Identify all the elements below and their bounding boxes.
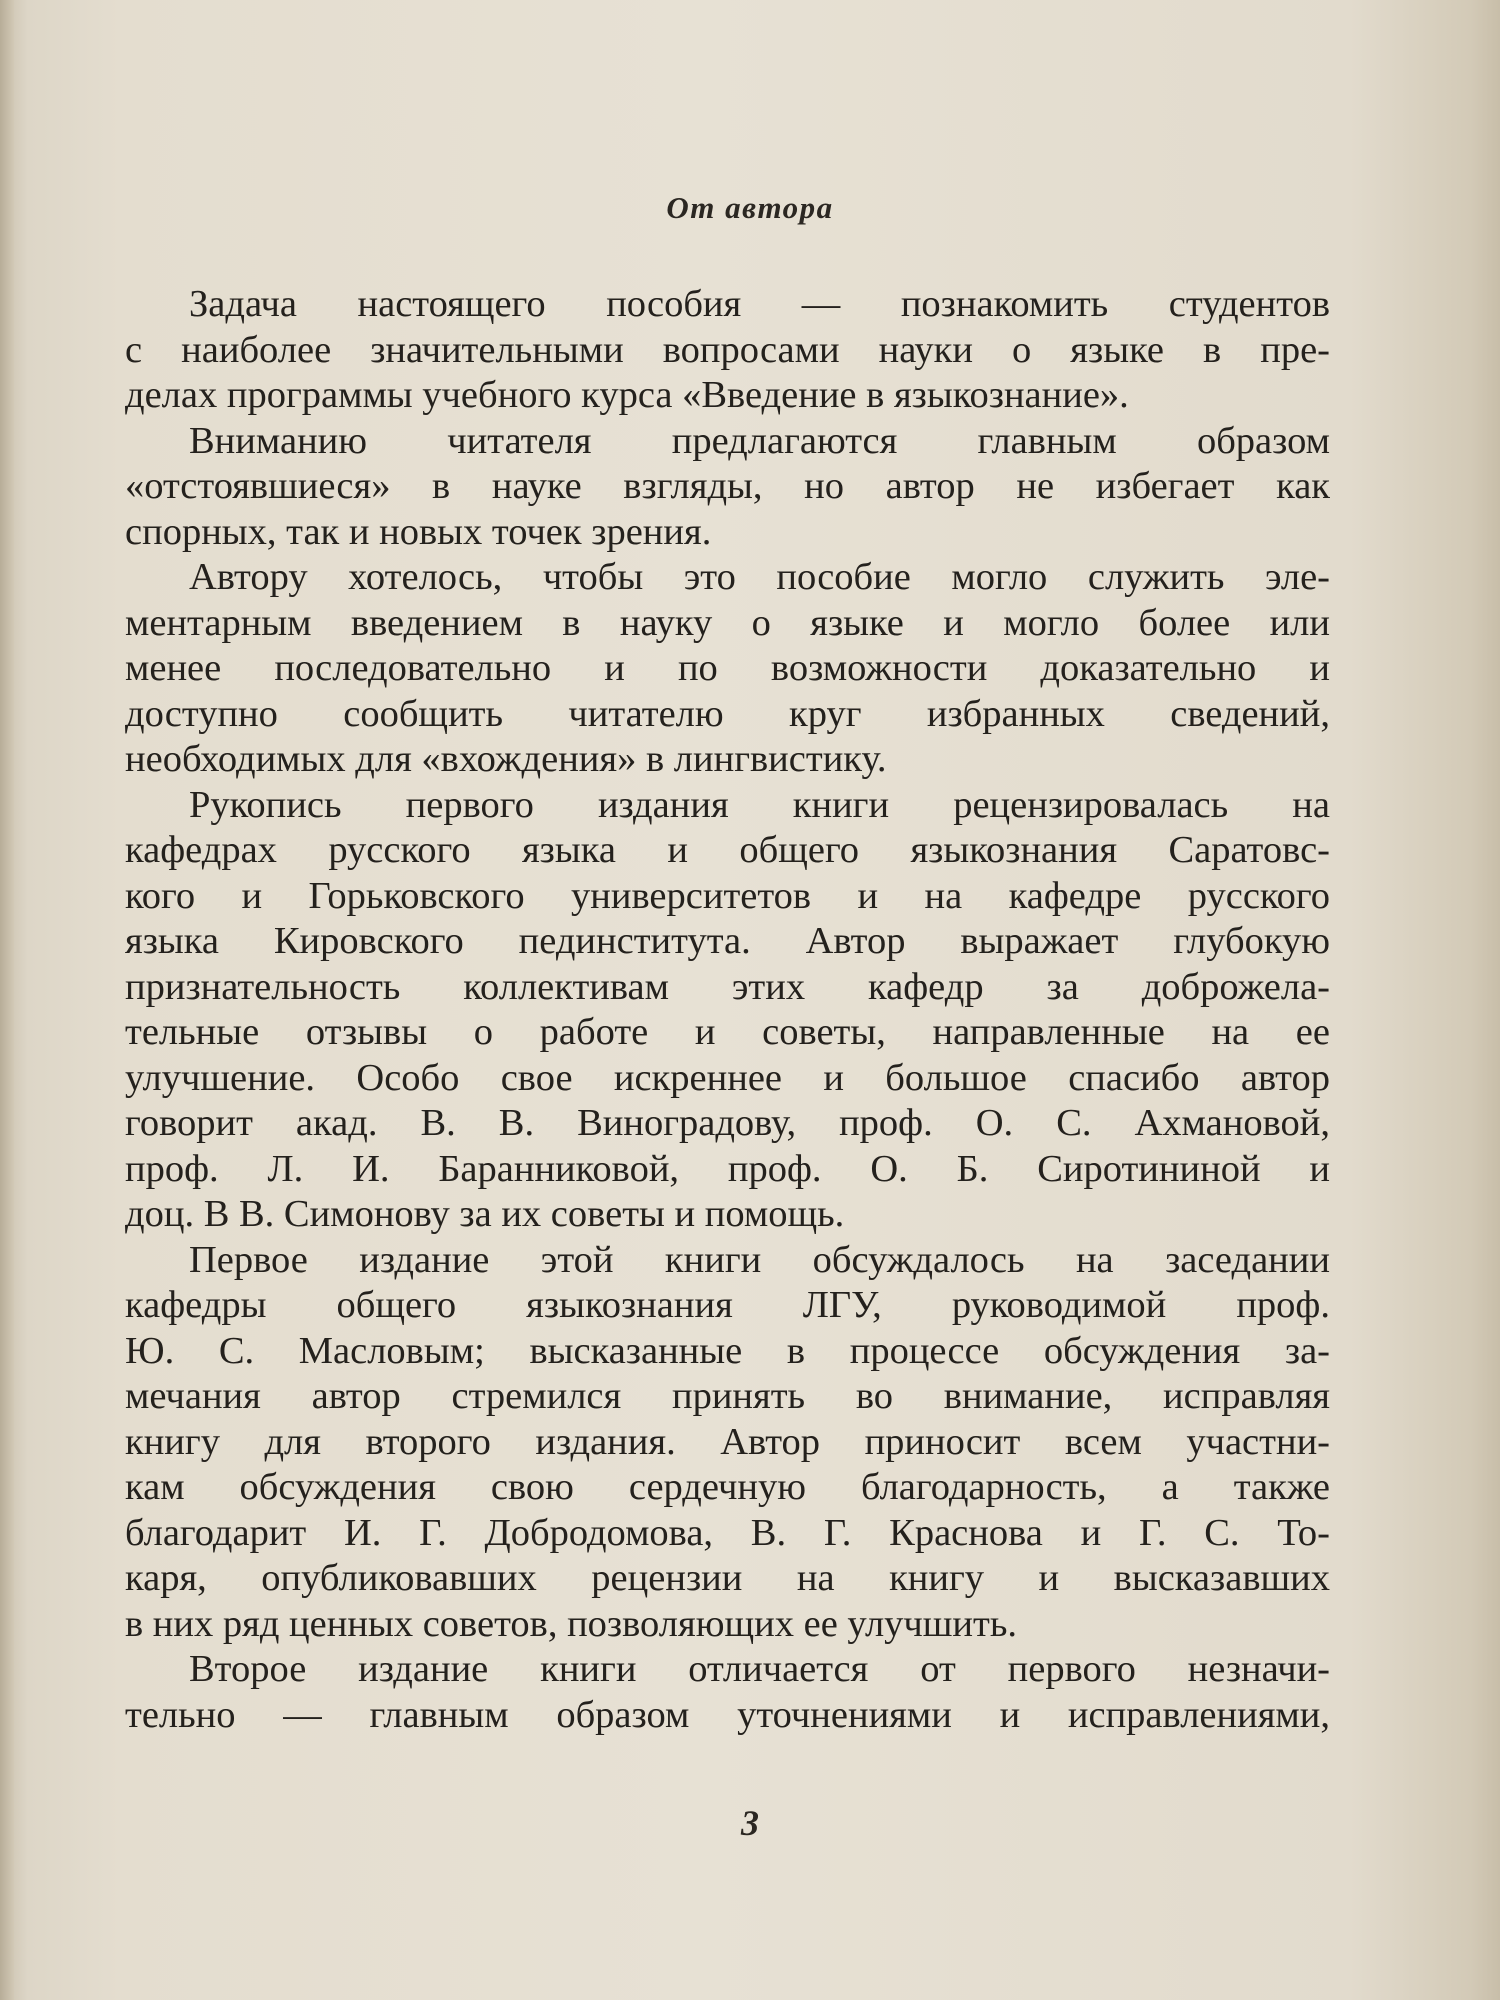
text-line: «отстоявшиеся» в науке взгляды, но автор не избегает как	[125, 465, 1330, 507]
text-line: необходимых для «вхождения» в лингвистику.	[125, 738, 887, 780]
text-line: мечания автор стремился принять во внимание, исправляя	[125, 1375, 1330, 1417]
text-line: менее последовательно и по возможности доказательно и	[125, 647, 1330, 689]
text-line: тельно — главным образом уточнениями и исправлениями,	[125, 1693, 1330, 1736]
text-line: Рукопись первого издания книги рецензировалась на	[189, 783, 1330, 826]
paragraph-1	[125, 282, 1330, 419]
text-line: кафедрах русского языка и общего языкознания Саратовс-	[125, 829, 1330, 871]
text-line: с наиболее значительными вопросами науки о языке в пре-	[125, 328, 1330, 371]
text-line: улучшение. Особо свое искреннее и большое спасибо автор	[125, 1056, 1330, 1099]
paragraph-2	[125, 419, 1330, 556]
text-line: языка Кировского пединститута. Автор выражает глубокую	[125, 920, 1330, 962]
text-line: делах программы учебного курса «Введение в языкознание».	[125, 374, 1129, 416]
text-line: ментарным введением в науку о языке и могло более или	[125, 601, 1330, 644]
page-number: 3	[741, 1803, 759, 1843]
paragraph-3	[125, 555, 1330, 783]
text-line: Автору хотелось, чтобы это пособие могло служить эле-	[189, 556, 1330, 598]
text-line: Задача настоящего пособия — познакомить студентов	[189, 283, 1330, 325]
text-line: доц. В В. Симонову за их советы и помощь.	[125, 1193, 845, 1235]
paragraph-4	[125, 783, 1330, 1238]
text-line: тельные отзывы о работе и советы, направленные на ее	[125, 1011, 1330, 1053]
text-line: Первое издание этой книги обсуждалось на заседании	[189, 1238, 1330, 1281]
text-line: кафедры общего языкознания ЛГУ, руководимой проф.	[125, 1284, 1330, 1326]
text-line: каря, опубликовавших рецензии на книгу и высказавших	[125, 1557, 1330, 1599]
text-line: в них ряд ценных советов, позволяющих ее улучшить.	[125, 1602, 1018, 1645]
paragraph-5	[125, 1238, 1330, 1648]
text-line: Вниманию читателя предлагаются главным образом	[189, 419, 1330, 462]
text-line: книгу для второго издания. Автор приносит всем участни-	[125, 1420, 1330, 1463]
text-line: говорит акад. В. В. Виноградову, проф. О. С. Ахмановой,	[125, 1102, 1330, 1144]
text-line: спорных, так и новых точек зрения.	[125, 510, 712, 553]
text-line: кого и Горьковского университетов и на кафедре русского	[125, 874, 1330, 917]
text-line: доступно сообщить читателю круг избранных сведений,	[125, 692, 1330, 735]
text-line: Ю. С. Масловым; высказанные в процессе обсуждения за-	[125, 1329, 1330, 1372]
page-title: От автора	[666, 190, 834, 225]
text-line: проф. Л. И. Баранниковой, проф. О. Б. Сиротининой и	[125, 1147, 1330, 1190]
text-line: признательность коллективам этих кафедр за доброжела-	[125, 965, 1330, 1008]
paragraph-6	[125, 1647, 1330, 1738]
text-line: Второе издание книги отличается от первого незначи-	[189, 1648, 1330, 1690]
text-line: благодарит И. Г. Добродомова, В. Г. Краснова и Г. С. То-	[125, 1511, 1330, 1554]
text-line: кам обсуждения свою сердечную благодарность, а также	[125, 1466, 1330, 1508]
body-text	[125, 282, 1330, 1738]
